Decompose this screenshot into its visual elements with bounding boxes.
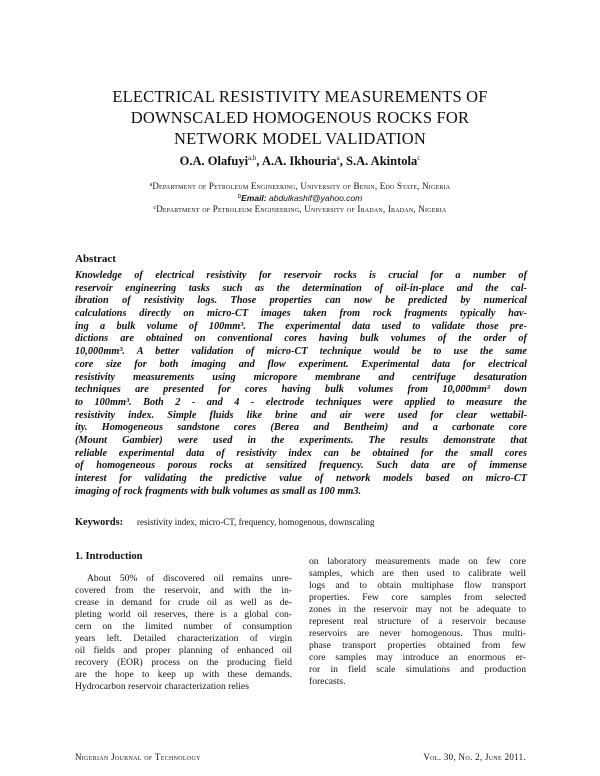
- email-address[interactable]: abdulkashif@yahoo.com: [269, 193, 363, 203]
- keywords-value: resistivity index, micro-CT, frequency, homogenous, downscaling: [137, 517, 375, 527]
- body-text-line: samples, which are then used to calibrate well: [309, 568, 526, 579]
- abstract-line: resistivity index. Simple fluids like brine and air were used for clear wettabil-: [75, 409, 527, 421]
- body-text-line: zones in the reservoir may not be adequate to: [309, 604, 526, 615]
- intro-left-column: [75, 551, 292, 693]
- author-superscript: c: [417, 154, 421, 162]
- abstract-line: imaging of rock fragments with bulk volumes as small as 100 mm3.: [75, 485, 362, 497]
- keywords-label: Keywords:: [75, 517, 124, 528]
- body-text-line: cern on the limited number of consumption: [75, 621, 292, 632]
- body-text-line: ror in field scale simulations and production: [309, 664, 526, 675]
- author-name: S.A. Akintola: [346, 154, 418, 168]
- abstract-heading: Abstract: [75, 253, 116, 265]
- body-text-line: pleting world oil reserves, there is a global con-: [75, 609, 292, 620]
- abstract-line: resistivity measurements using micropore membrane and centrifuge desaturation: [75, 371, 527, 383]
- affiliation-a: [60, 180, 540, 191]
- body-text-line: covered from the reservoir, and with the in-: [75, 585, 292, 596]
- abstract-line: techniques are presented for cores having bulk volumes from 10,000mm³ down: [75, 384, 527, 396]
- body-text-line: About 50% of discovered oil remains unre-: [87, 573, 292, 584]
- body-text-line: logs and to obtain multiphase flow transport: [309, 580, 526, 591]
- title-line: ELECTRICAL RESISTIVITY MEASUREMENTS OF: [112, 87, 488, 106]
- body-text-line: properties. Few core samples from selected: [309, 592, 526, 603]
- affiliation-text: Department of Petroleum Engineering, University of Benin, Edo State, Nigeria: [152, 181, 451, 191]
- title-line: NETWORK MODEL VALIDATION: [174, 129, 426, 148]
- keywords: [75, 517, 375, 528]
- author-list: O.A. Olafuyi$^{a,b}$, A.A. Ikhouria$^a$, S.A. Akintola$^c$: [179, 154, 421, 168]
- abstract-line: Knowledge of electrical resistivity for reservoir rocks is crucial for a number of: [75, 270, 527, 281]
- body-text-line: recovery (EOR) process on the producing field: [75, 657, 292, 668]
- body-text-line: are the hope to keep up with these demands.: [75, 669, 292, 680]
- body-text-line: on laboratory measurements made on few core: [309, 556, 526, 567]
- abstract-line: (Mount Gambier) were used in the experiments. The results demonstrate that: [75, 434, 527, 446]
- abstract-line: dictions are obtained on conventional cores having bulk volumes of the order of: [75, 333, 527, 345]
- journal-name: Nigerian Journal of Technology: [75, 752, 201, 762]
- body-text-line: oil fields and proper planning of enhanced oil: [75, 645, 292, 656]
- author-name: A.A. Ikhouria: [261, 154, 337, 168]
- author-superscript: a,b: [248, 154, 257, 162]
- author-superscript: a: [336, 154, 340, 162]
- affiliation-text: Department of Petroleum Engineering, University of Ibadan, Ibadan, Nigeria: [156, 204, 447, 214]
- abstract-line: ing a bulk volume of 100mm³. The experimental data used to validate those pre-: [75, 320, 527, 332]
- body-text-line: forecasts.: [309, 676, 346, 687]
- abstract-line: reliable experimental data of resistivity index can be obtained for the small cores: [75, 447, 527, 459]
- section-heading: 1. Introduction: [75, 551, 143, 562]
- abstract-line: interest for validating the predictive value of network models based on micro-CT: [75, 473, 527, 484]
- abstract-body: [75, 270, 527, 498]
- body-text-line: Hydrocarbon reservoir characterization relies: [75, 681, 249, 692]
- issue-info: Vol. 30, No. 2, June 2011.: [423, 752, 526, 762]
- body-text-line: phase transport properties obtained from few: [309, 640, 526, 651]
- body-text-line: years left. Detailed characterization of virgin: [75, 633, 292, 644]
- abstract-line: calculations directly on micro-CT images taken from rock fragments typically hav-: [75, 308, 527, 320]
- body-text-line: core samples may introduce an enormous er-: [309, 652, 526, 663]
- author-name: O.A. Olafuyi: [179, 154, 249, 168]
- body-text-line: reservoirs are never homogenous. Thus multi-: [309, 628, 526, 639]
- abstract-line: core size for both imaging and flow experiment. Experimental data for electrical: [75, 358, 527, 370]
- affiliation-c: [60, 203, 540, 214]
- body-text-line: represent real structure of a reservoir because: [309, 616, 526, 627]
- title-line: DOWNSCALED HOMOGENOUS ROCKS FOR: [130, 108, 470, 127]
- email-label: Email:: [241, 193, 267, 203]
- abstract-line: ity. Homogeneous sandstone cores (Berea and Bentheim) and a carbonate core: [75, 422, 527, 434]
- abstract-line: to 100mm³. Both 2 - and 4 - electrode techniques were applied to measure the: [75, 396, 527, 408]
- abstract-line: 10,000mm³. A better validation of micro-CT technique would be to use the same: [75, 346, 527, 358]
- affiliation-superscript: a: [149, 182, 153, 188]
- abstract-line: ibration of resistivity logs. Those properties can now be predicted by numerical: [75, 295, 527, 307]
- abstract-line: of homogeneous porous rocks at sensitized frequency. Such data are of immense: [75, 460, 527, 472]
- abstract-line: reservoir engineering tasks such as the determination of oil-in-place and the cal-: [75, 282, 527, 294]
- affiliation-superscript: c: [153, 205, 157, 211]
- affiliation-superscript: b: [237, 194, 242, 200]
- paper-title: [60, 86, 540, 149]
- intro-right-column: [309, 556, 526, 688]
- affiliation-email: [60, 192, 540, 203]
- body-text-line: crease in demand for crude oil as well as de-: [75, 597, 292, 608]
